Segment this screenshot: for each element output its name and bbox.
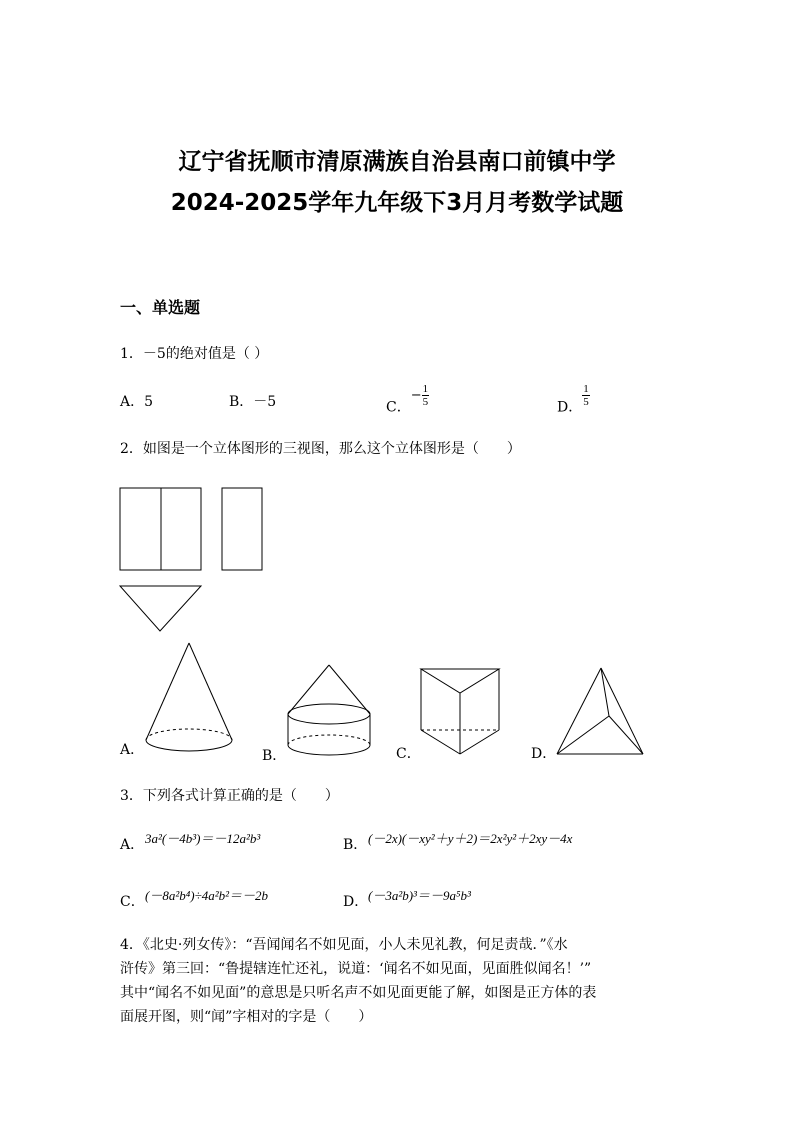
question-2-option-c: C．: [396, 746, 421, 762]
question-2-option-a: A．: [120, 742, 145, 758]
question-4-line-2: 浒传》第三回：“鲁提辖连忙还礼，说道：‘闻名不如见面，见面胜似闻名！’”: [120, 961, 592, 977]
option-d-label: D．: [557, 399, 583, 416]
question-3-option-d-expression: (－3a²b)³＝－9a⁵b³: [368, 888, 471, 903]
minus-sign: −: [410, 388, 422, 403]
page-title-line2: 2024-2025学年九年级下3月月考数学试题: [170, 190, 624, 216]
option-c-label: C．: [386, 399, 411, 416]
question-3-option-d-label: D．: [343, 894, 369, 910]
section-heading: 一、单选题: [120, 298, 201, 317]
question-3-stem: 3．下列各式计算正确的是（ ）: [120, 788, 339, 804]
fraction-one-fifth: $\frac{1}{5}$: [583, 383, 589, 408]
question-1-option-b: B．－5: [229, 394, 277, 410]
question-3-option-a-label: A．: [120, 837, 145, 853]
question-2-option-b: B．: [262, 748, 287, 764]
question-1-option-a: A．5: [120, 394, 154, 410]
question-3-option-c-label: C．: [120, 894, 145, 910]
question-4-line-3: 其中“闻名不如见面”的意思是只听名声不如见面更能了解，如图是正方体的表: [120, 985, 597, 1001]
question-3-option-b-expression: (－2x)(－xy²＋y＋2)＝2x²y²＋2xy－4x: [368, 831, 573, 846]
page-title-line1: 辽宁省抚顺市清原满族自治县南口前镇中学: [178, 149, 616, 175]
question-4-line-4: 面展开图，则“闻”字相对的字是（ ）: [120, 1009, 373, 1025]
question-3-option-c-expression: (－8a²b⁴)÷4a²b²＝－2b: [145, 888, 269, 903]
question-4-line-1: 4．《北史·列女传》：“吾闻闻名不如见面，小人未见礼教，何足责哉．”《水: [120, 937, 568, 953]
question-3-option-a-expression: 3a²(－4b³)＝－12a²b³: [145, 831, 261, 846]
question-3-option-b-label: B．: [343, 837, 368, 853]
question-2-option-d: D．: [531, 746, 557, 762]
question-2-stem: 2．如图是一个立体图形的三视图，那么这个立体图形是（ ）: [120, 441, 521, 457]
fraction-neg-one-fifth: $\frac{1}{5}$: [422, 383, 429, 408]
question-1-stem: 1．－5的绝对值是（ ）: [120, 346, 269, 362]
